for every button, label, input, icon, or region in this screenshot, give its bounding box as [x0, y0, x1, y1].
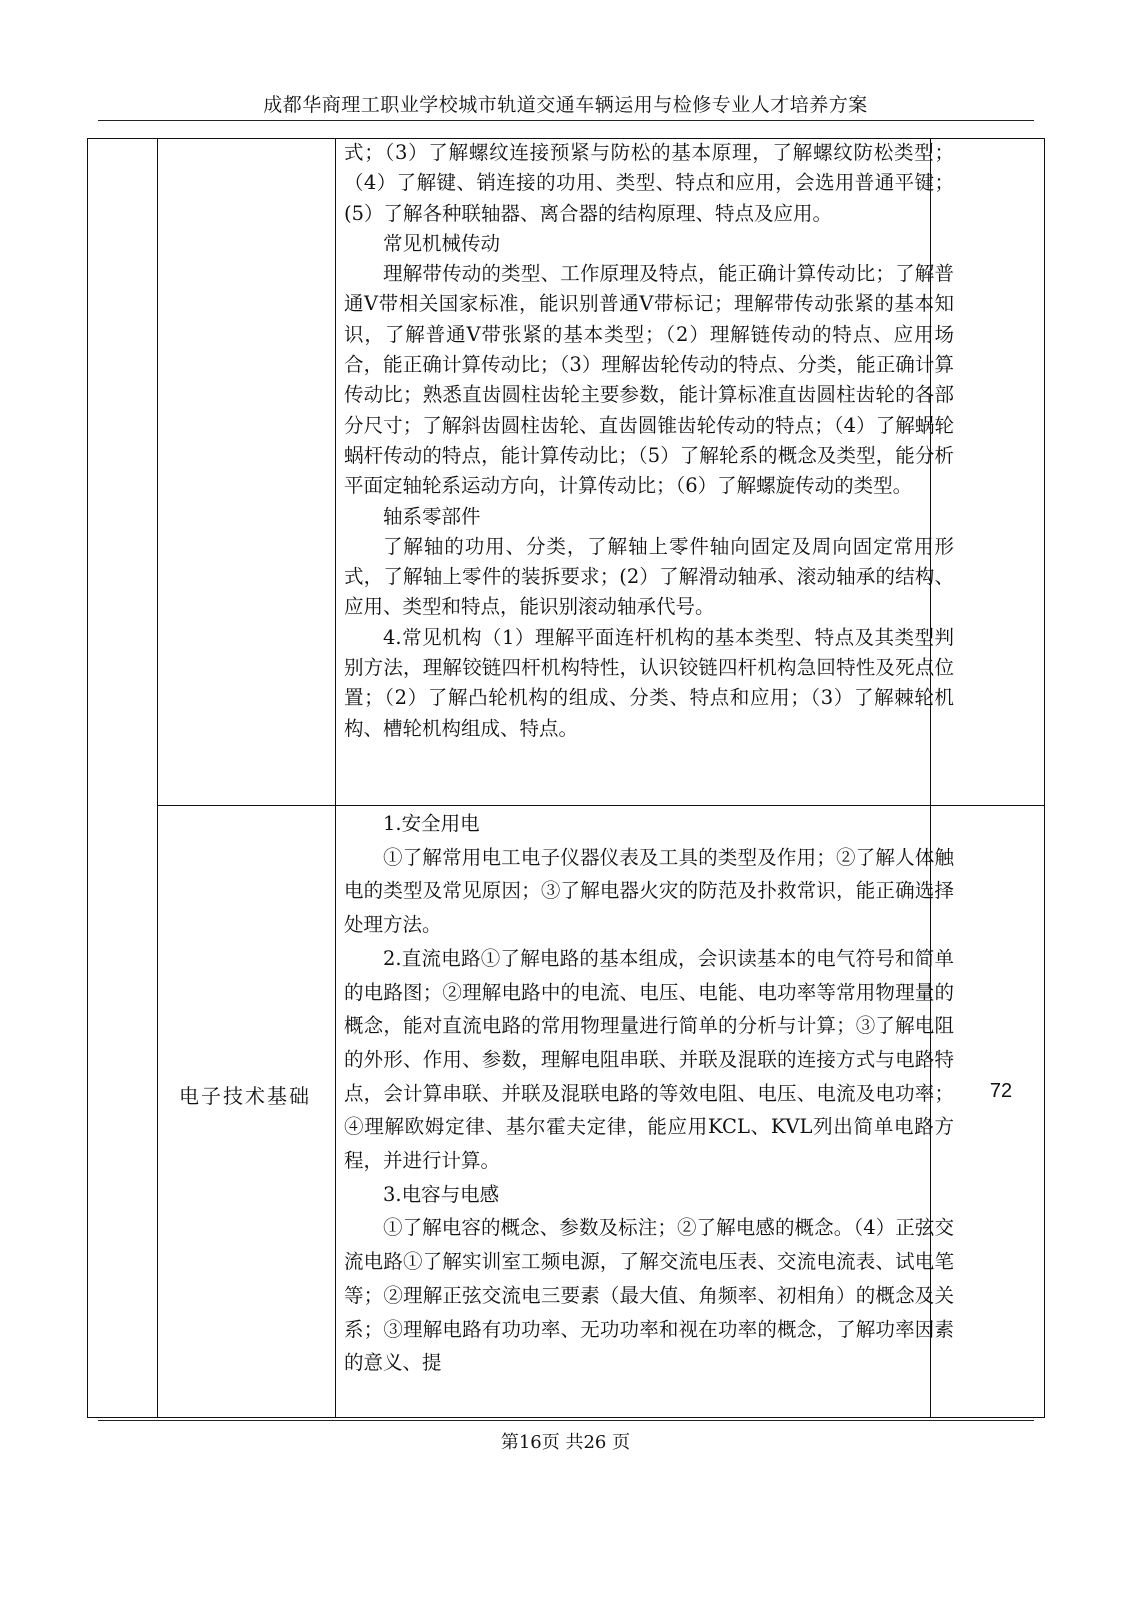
content-paragraph: 3.电容与电感	[383, 1182, 500, 1206]
table-column-divider	[157, 138, 158, 1418]
course-hours: 72	[989, 1080, 1013, 1102]
content-paragraph: 1.安全用电	[383, 812, 480, 835]
table-border-right	[1044, 138, 1045, 1418]
content-paragraph: 4.常见机构（1）理解平面连杆机构的基本类型、特点及其类型判别方法，理解铰链四杆机构特性，认识铰链四杆机构急回特性及死点位置；（2）了解凸轮机构的组成、分类、特点和应用；（3）了解棘轮机构、槽轮机构组成、特点。	[344, 625, 954, 740]
course-name: 电子技术基础	[179, 1084, 311, 1108]
content-paragraph: 2.直流电路①了解电路的基本组成，会识读基本的电气符号和简单的电路图；②理解电路中的电流、电压、电能、电功率等常用物理量的概念，能对直流电路的常用物理量进行简单的分析与计算；③了解电阻的外形、作用、参数，理解电阻串联、并联及混联的连接方式与电路特点，会计算串联、并联及混联电路的等效电阻、电压、电流及电功率；④理解欧姆定律、基尔霍夫定律，能应用KCL、KVL列出简单电路方程，并进行计算。	[344, 946, 954, 1173]
electronics-course-content	[344, 807, 954, 1380]
content-paragraph: 式；（3）了解螺纹连接预紧与防松的基本原理，了解螺纹防松类型；（4）了解键、销连接的功用、类型、特点和应用，会选用普通平键；(5）了解各种联轴器、离合器的结构原理、特点及应用。	[344, 141, 954, 225]
table-border-left	[87, 138, 88, 1418]
footer-rule	[98, 1420, 1034, 1421]
content-paragraph: 了解轴的功用、分类，了解轴上零件轴向固定及周向固定常用形式，了解轴上零件的装拆要求；(2）了解滑动轴承、滚动轴承的结构、应用、类型和特点，能识别滚动轴承代号。	[344, 534, 954, 619]
content-paragraph: 理解带传动的类型、工作原理及特点，能正确计算传动比；了解普通V带相关国家标准，能识别普通V带标记；理解带传动张紧的基本知识，了解普通V带张紧的基本类型；（2）理解链传动的特点、应用场合，能正确计算传动比；（3）理解齿轮传动的特点、分类，能正确计算传动比；熟悉直齿圆柱齿轮主要参数，能计算标准直齿圆柱齿轮的各部分尺寸；了解斜齿圆柱齿轮、直齿圆锥齿轮传动的特点；（4）了解蜗轮蜗杆传动的特点，能计算传动比；（5）了解轮系的概念及类型，能分析平面定轴轮系运动方向，计算传动比；（6）了解螺旋传动的类型。	[344, 262, 954, 498]
header-rule	[98, 120, 1034, 121]
content-paragraph: ①了解常用电工电子仪器仪表及工具的类型及作用；②了解人体触电的类型及常见原因；③了解电器火灾的防范及扑救常识，能正确选择处理方法。	[344, 845, 954, 937]
content-paragraph: ①了解电容的概念、参数及标注；②了解电感的概念。（4）正弦交流电路①了解实训室工频电源，了解交流电压表、交流电流表、试电笔等；②理解正弦交流电三要素（最大值、角频率、初相角）的概念及关系；③理解电路有功功率、无功功率和视在功率的概念，了解功率因素的意义、提	[344, 1216, 954, 1375]
page-number: 第16页 共26 页	[500, 1432, 631, 1453]
table-column-divider	[335, 138, 336, 1418]
table-border-bottom	[87, 1417, 1045, 1418]
content-paragraph: 轴系零部件	[383, 504, 481, 528]
course-table	[87, 138, 1045, 1418]
mechanical-course-content	[344, 138, 954, 744]
document-header-title: 成都华商理工职业学校城市轨道交通车辆运用与检修专业人才培养方案	[263, 94, 868, 116]
table-row-divider	[157, 805, 1045, 806]
content-paragraph: 常见机械传动	[383, 231, 501, 255]
